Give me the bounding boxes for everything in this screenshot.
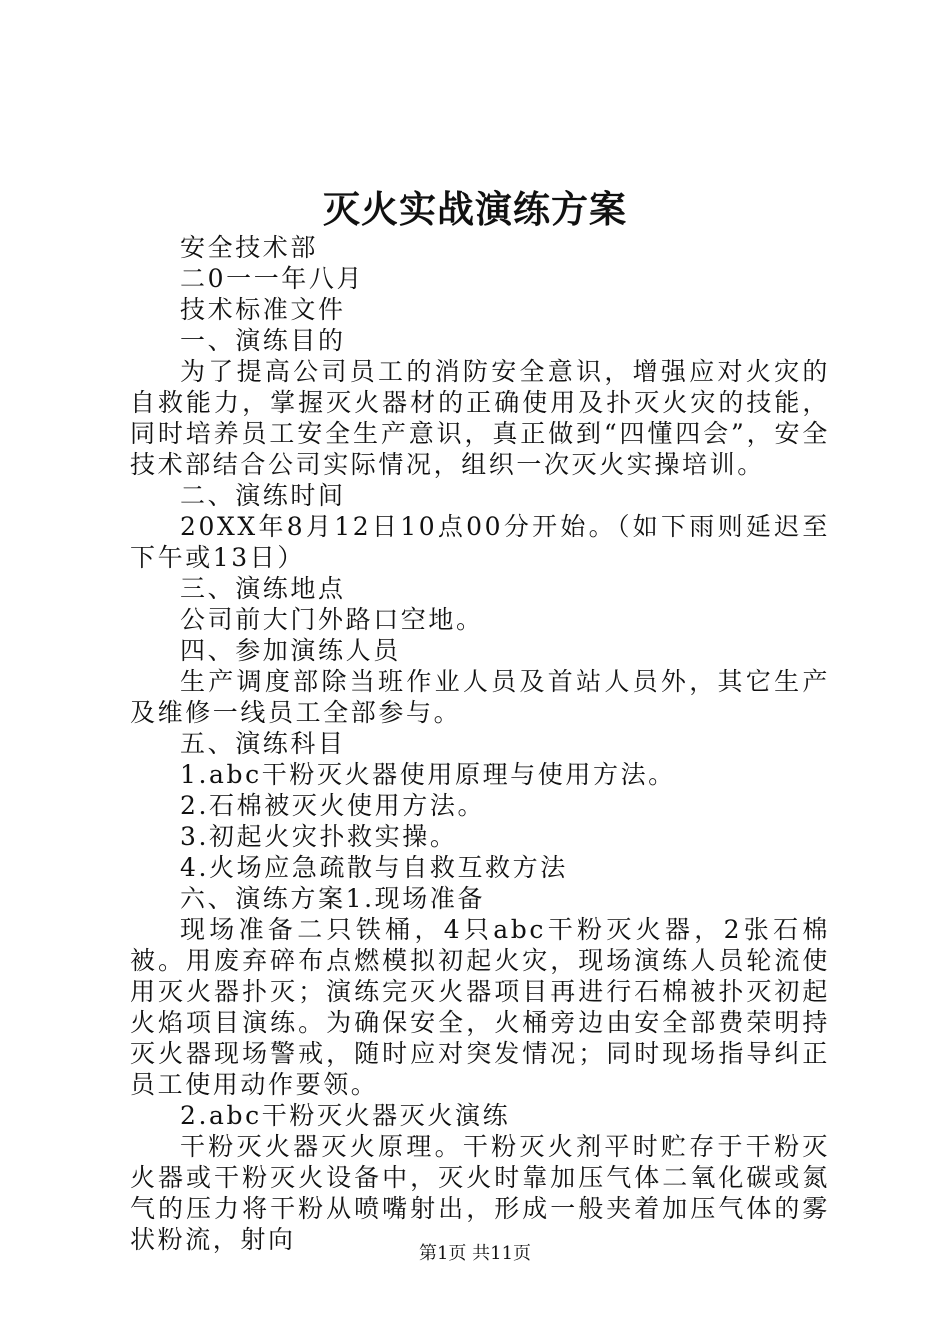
paragraph-department: 安全技术部	[180, 233, 319, 262]
paragraph-site-preparation: 现场准备二只铁桶，4只abc干粉灭火器，2张石棉被。用废弃碎布点燃模拟初起火灾，现场演练人员轮流使用灭火器扑灭；演练完灭火器项目再进行石棉被扑灭初起火焰项目演练。为确保安全，火桶旁边由安全部费荣明持灭火器现场警戒，随时应对突发情况；同时现场指导纠正员工使用动作要领。	[130, 915, 830, 1099]
paragraph-time: 20XX年8月12日10点00分开始。（如下雨则延迟至下午或13日）	[130, 512, 830, 572]
paragraph-date: 二0一一年八月	[180, 264, 365, 293]
section-heading-location: 三、演练地点	[180, 574, 346, 603]
paragraph-extinguisher-principle: 干粉灭火器灭火原理。干粉灭火剂平时贮存于干粉灭火器或干粉灭火设备中，灭火时靠加压气体二氧化碳或氮气的压力将干粉从喷嘴射出，形成一般夹着加压气体的雾状粉流，射向	[130, 1132, 830, 1254]
section-heading-participants: 四、参加演练人员	[180, 636, 401, 665]
page-footer: 第1页 共11页	[418, 1243, 532, 1264]
paragraph-purpose: 为了提高公司员工的消防安全意识，增强应对火灾的自救能力，掌握灭火器材的正确使用及扑灭火灾的技能，同时培养员工安全生产意识，真正做到“四懂四会”，安全技术部结合公司实际情况，组织一次灭火实操培训。	[130, 357, 830, 479]
paragraph-participants: 生产调度部除当班作业人员及首站人员外，其它生产及维修一线员工全部参与。	[130, 667, 830, 727]
section-heading-subjects: 五、演练科目	[180, 729, 346, 758]
list-item-subject-4: 4.火场应急疏散与自救互救方法	[180, 853, 568, 882]
section-heading-purpose: 一、演练目的	[180, 326, 346, 355]
list-item-subject-3: 3.初起火灾扑救实操。	[180, 822, 458, 851]
paragraph-location: 公司前大门外路口空地。	[180, 605, 484, 634]
subsection-heading-extinguisher-drill: 2.abc干粉灭火器灭火演练	[180, 1101, 511, 1130]
document-body	[130, 232, 830, 1255]
document-title: 灭火实战演练方案	[323, 187, 627, 231]
section-heading-plan: 六、演练方案1.现场准备	[180, 884, 486, 913]
list-item-subject-1: 1.abc干粉灭火器使用原理与使用方法。	[180, 760, 676, 789]
section-heading-time: 二、演练时间	[180, 481, 346, 510]
paragraph-doc-type: 技术标准文件	[180, 295, 346, 324]
list-item-subject-2: 2.石棉被灭火使用方法。	[180, 791, 486, 820]
